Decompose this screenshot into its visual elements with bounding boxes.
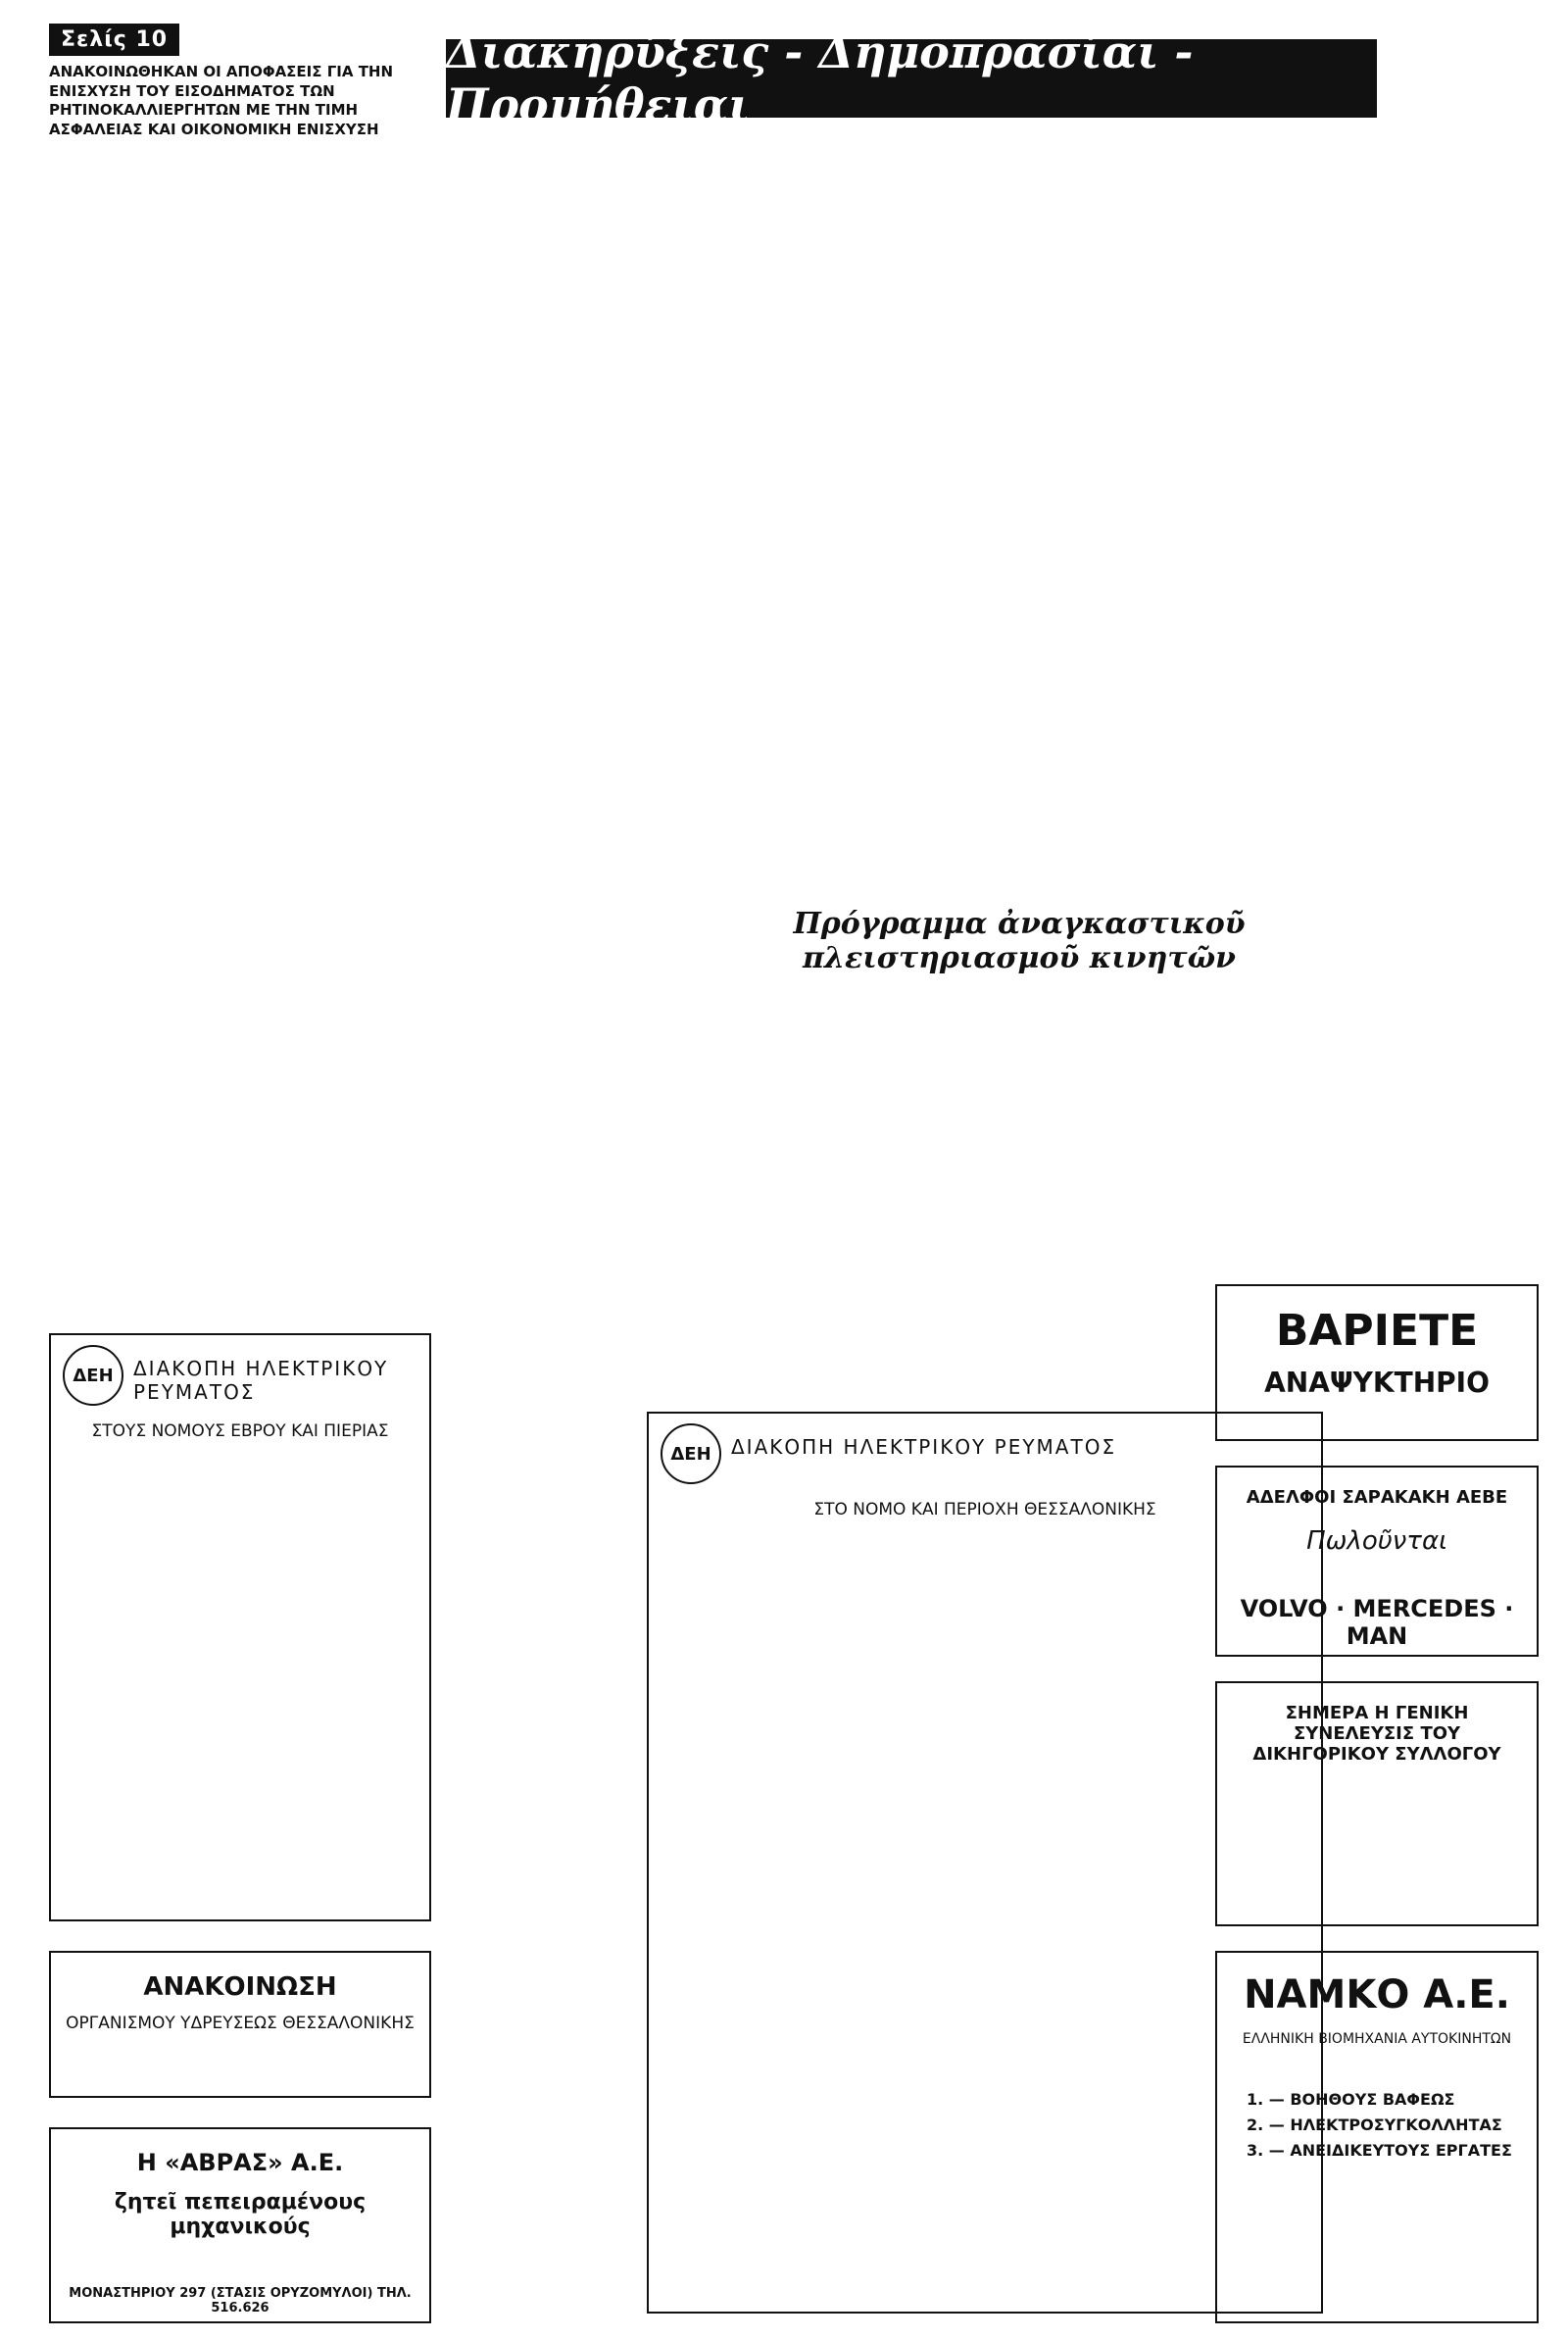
lawyers-assembly-notice: [1215, 1681, 1539, 1926]
avras-ad: [49, 2127, 431, 2323]
water-notice-heading: ΑΝΑΚΟΙΝΩΣΗ: [143, 1972, 337, 2002]
power-notice-band: ΔΙΑΚΟΠΗ ΗΛΕΚΤΡΙΚΟΥ ΡΕΥΜΑΤΟΣ: [133, 1357, 389, 1404]
variete-title: ΒΑΡΙΕΤΕ: [1275, 1306, 1479, 1356]
namko-position: 3. — ΑΝΕΙΔΙΚΕΥΤΟΥΣ ΕΡΓΑΤΕΣ: [1247, 2141, 1512, 2160]
avras-headline: ζητεῖ πεπειραμένους μηχανικούς: [114, 2190, 367, 2239]
lead-headline: ΑΝΑΚΟΙΝΩΘΗΚΑΝ ΟΙ ΑΠΟΦΑΣΕΙΣ ΓΙΑ ΤΗΝ ΕΝΙΣΧΥΣΗ ΤΟΥ ΕΙΣΟΔΗΜΑΤΟΣ ΤΩΝ ΡΗΤΙΝΟΚΑΛΛΙΕΡΓΗΤΩΝ ΜΕ ΤΗΝ ΤΙΜΗ ΑΣΦΑΛΕΙΑΣ ΚΑΙ ΟΙΚΟΝΟΜΙΚΗ ΕΝΙΣΧΥΣΗ: [49, 63, 394, 138]
page-number: Σελίς 10: [49, 24, 179, 56]
namko-position: 1. — ΒΟΗΘΟΥΣ ΒΑΦΕΩΣ: [1247, 2090, 1455, 2109]
avras-address: ΜΟΝΑΣΤΗΡΙΟΥ 297 (ΣΤΑΣΙΣ ΟΡΥΖΟΜΥΛΟΙ) ΤΗΛ. 516.626: [69, 2286, 412, 2315]
sarakakis-ad: [1215, 1466, 1539, 1657]
dei-logo-icon: ΔΕΗ: [661, 1423, 721, 1484]
namko-ad: [1215, 1951, 1539, 2323]
mid-section-title: Πρόγραμμα ἀναγκαστικοῦ πλειστηριασμοῦ κινητῶν: [793, 907, 1246, 975]
variete-subtitle: ΑΝΑΨΥΚΤΗΡΙΟ: [1264, 1367, 1490, 1399]
namko-title: ΝΑΜΚΟ Α.Ε.: [1244, 1972, 1510, 2017]
power-notice-band: ΔΙΑΚΟΠΗ ΗΛΕΚΤΡΙΚΟΥ ΡΕΥΜΑΤΟΣ: [731, 1435, 1117, 1459]
section-masthead: Διακηρύξεις - Δημοπρασίαι - Προμήθειαι: [446, 39, 1377, 118]
water-notice: [49, 1951, 431, 2098]
power-notice-heading: ΣΤΟΥΣ ΝΟΜΟΥΣ ΕΒΡΟΥ ΚΑΙ ΠΙΕΡΙΑΣ: [91, 1421, 389, 1441]
sarakakis-brands: VOLVO · MERCEDES · MAN: [1240, 1595, 1514, 1650]
namko-subtitle: ΕΛΛΗΝΙΚΗ ΒΙΟΜΗΧΑΝΙΑ ΑΥΤΟΚΙΝΗΤΩΝ: [1242, 2031, 1512, 2047]
water-notice-subheading: ΟΡΓΑΝΙΣΜΟΥ ΥΔΡΕΥΣΕΩΣ ΘΕΣΣΑΛΟΝΙΚΗΣ: [66, 2014, 415, 2033]
variete-ad: [1215, 1284, 1539, 1441]
power-notice-heading: ΣΤΟ ΝΟΜΟ ΚΑΙ ΠΕΡΙΟΧΗ ΘΕΣΣΑΛΟΝΙΚΗΣ: [813, 1500, 1156, 1519]
dei-logo-icon: ΔΕΗ: [63, 1345, 123, 1406]
sarakakis-company: ΑΔΕΛΦΟΙ ΣΑΡΑΚΑΚΗ ΑΕΒΕ: [1246, 1487, 1508, 1508]
power-cut-notice-left: [49, 1333, 431, 1921]
lawyers-headline: ΣΗΜΕΡΑ Η ΓΕΝΙΚΗ ΣΥΝΕΛΕΥΣΙΣ ΤΟΥ ΔΙΚΗΓΟΡΙΚΟΥ ΣΥΛΛΟΓΟΥ: [1252, 1703, 1501, 1765]
namko-position: 2. — ΗΛΕΚΤΡΟΣΥΓΚΟΛΛΗΤΑΣ: [1247, 2116, 1502, 2134]
sarakakis-selling: Πωλοῦνται: [1306, 1526, 1447, 1556]
avras-company: Η «ΑΒΡΑΣ» Α.Ε.: [136, 2149, 344, 2176]
